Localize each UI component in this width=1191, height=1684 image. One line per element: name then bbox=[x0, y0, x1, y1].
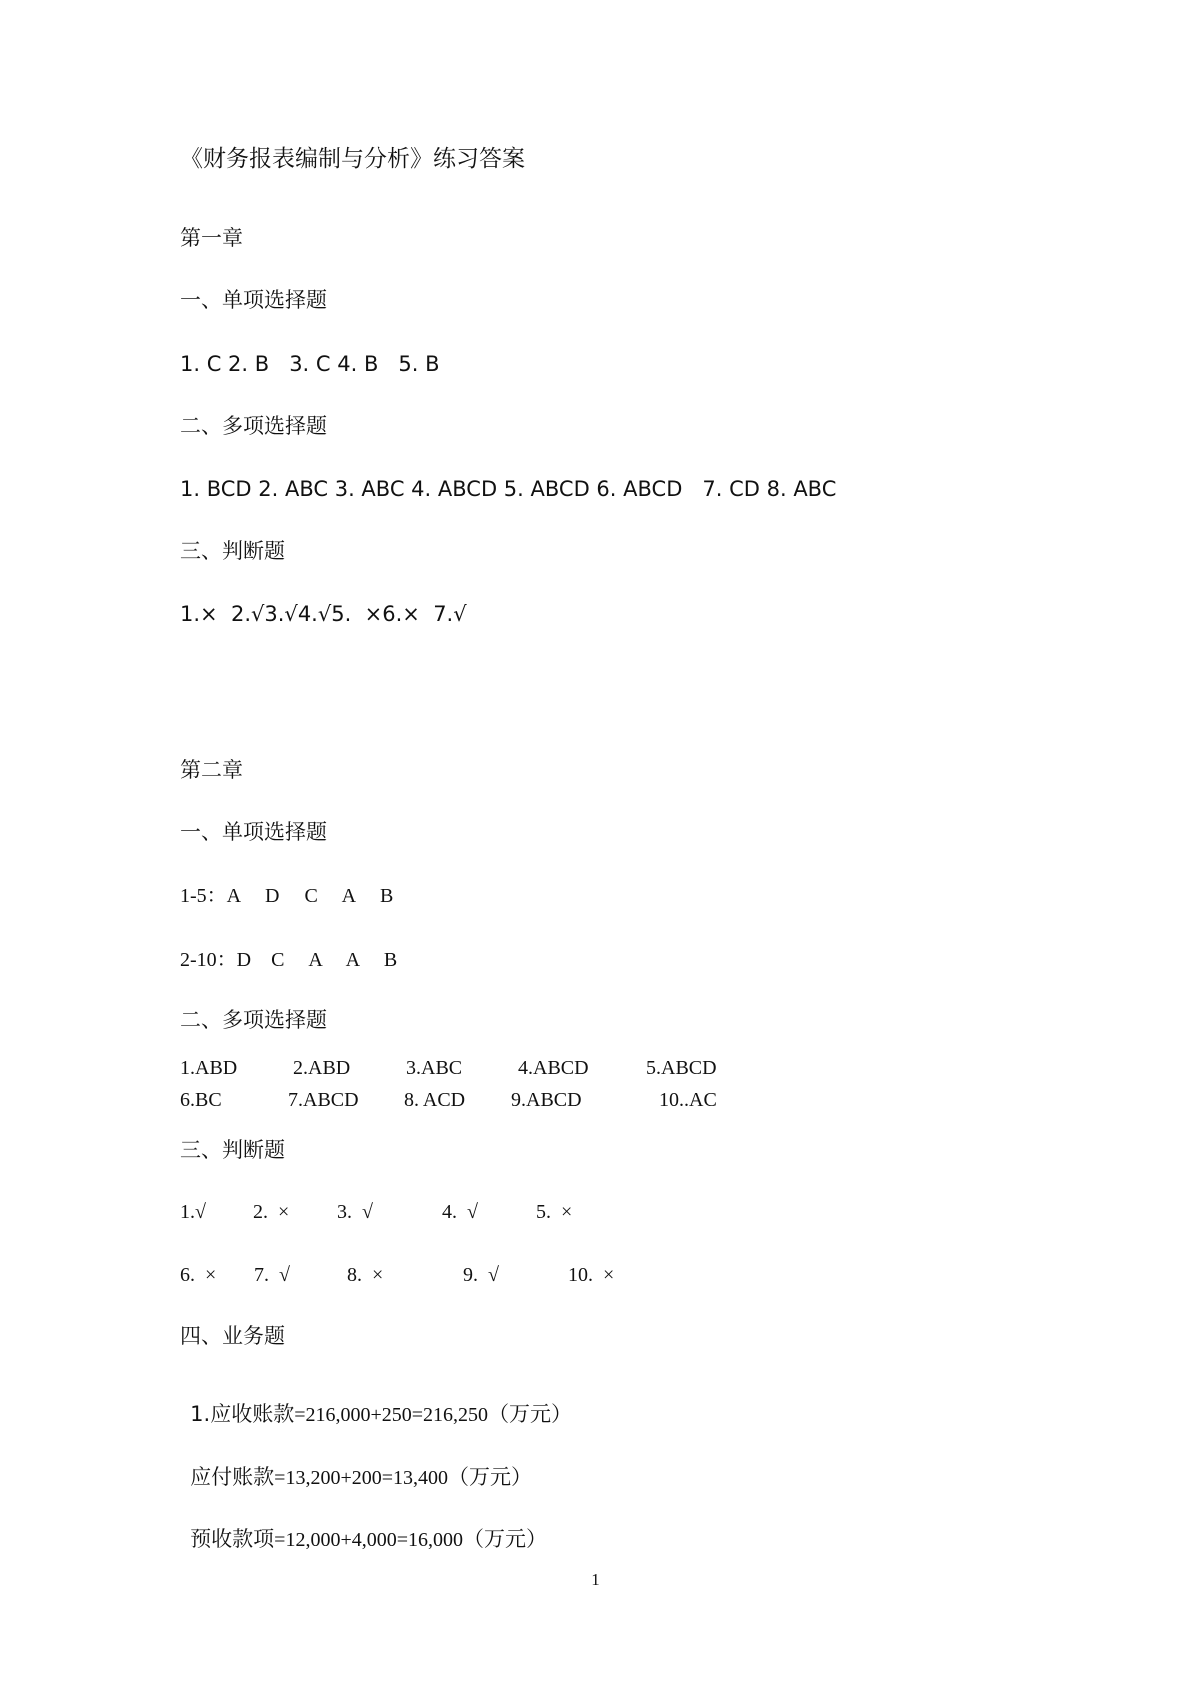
business-line-unit: （万元） bbox=[463, 1527, 548, 1551]
ch2-mc-answer: 10..AC bbox=[659, 1089, 717, 1111]
page-number: 1 bbox=[591, 1570, 600, 1589]
chapter-2-heading: 第二章 bbox=[180, 758, 243, 782]
ch2-mc-answer: 7.ABCD bbox=[288, 1089, 359, 1111]
ch2-tf-answer: 10. × bbox=[568, 1264, 615, 1286]
ch2-mc-answer: 8. ACD bbox=[404, 1089, 466, 1111]
ch2-single-choice-heading: 一、单项选择题 bbox=[180, 820, 327, 844]
ch1-multiple-choice-heading: 二、多项选择题 bbox=[180, 414, 327, 438]
ch2-mc-answer: 3.ABC bbox=[406, 1057, 463, 1079]
document-title: 《财务报表编制与分析》练习答案 bbox=[180, 146, 525, 172]
ch1-single-choice-heading: 一、单项选择题 bbox=[180, 288, 327, 312]
ch2-mc-answer: 5.ABCD bbox=[646, 1057, 717, 1079]
chapter-1-heading: 第一章 bbox=[180, 226, 243, 250]
ch2-tf-answer: 4. √ bbox=[442, 1201, 478, 1223]
ch2-single-choice-row-2: 2-10：D C A A B bbox=[180, 949, 398, 971]
business-line-advance-receipts bbox=[180, 1513, 547, 1550]
ch2-multiple-choice-heading: 二、多项选择题 bbox=[180, 1008, 327, 1032]
ch1-true-false-answers: 1.× 2.√3.√4.√5. ×6.× 7.√ bbox=[180, 602, 467, 626]
business-line-formula: =12,000+4,000=16,000 bbox=[274, 1529, 464, 1551]
business-line-label: 应付账款 bbox=[190, 1465, 275, 1489]
ch2-tf-answer: 3. √ bbox=[337, 1201, 373, 1223]
ch2-tf-answer: 9. √ bbox=[463, 1264, 499, 1286]
ch2-tf-answer: 6. × bbox=[180, 1264, 217, 1286]
business-line-receivables bbox=[180, 1388, 572, 1425]
ch1-single-choice-answers: 1. C 2. B 3. C 4. B 5. B bbox=[180, 352, 440, 376]
business-line-unit: （万元） bbox=[448, 1465, 533, 1489]
ch2-tf-answer: 1.√ bbox=[180, 1201, 206, 1223]
ch2-tf-answer: 8. × bbox=[347, 1264, 384, 1286]
business-line-unit: （万元） bbox=[488, 1402, 573, 1426]
ch2-mc-answer: 1.ABD bbox=[180, 1057, 238, 1079]
business-line-label: 1.应收账款 bbox=[190, 1402, 295, 1426]
ch2-mc-answer: 4.ABCD bbox=[518, 1057, 589, 1079]
ch2-mc-answer: 9.ABCD bbox=[511, 1089, 582, 1111]
ch2-tf-answer: 2. × bbox=[253, 1201, 290, 1223]
ch1-multiple-choice-answers: 1. BCD 2. ABC 3. ABC 4. ABCD 5. ABCD 6. ABCD 7. CD 8. ABC bbox=[180, 477, 837, 501]
business-line-payables bbox=[180, 1451, 532, 1488]
business-line-formula: =13,200+200=13,400 bbox=[274, 1467, 449, 1489]
ch2-tf-answer: 5. × bbox=[536, 1201, 573, 1223]
ch2-business-heading: 四、业务题 bbox=[180, 1324, 285, 1348]
ch2-single-choice-row-1: 1-5：A D C A B bbox=[180, 885, 394, 907]
ch2-true-false-heading: 三、判断题 bbox=[180, 1138, 285, 1162]
business-line-label: 预收款项 bbox=[190, 1527, 275, 1551]
ch2-mc-answer: 2.ABD bbox=[293, 1057, 351, 1079]
business-line-formula: =216,000+250=216,250 bbox=[294, 1404, 489, 1426]
ch1-true-false-heading: 三、判断题 bbox=[180, 539, 285, 563]
ch2-tf-answer: 7. √ bbox=[254, 1264, 290, 1286]
ch2-mc-answer: 6.BC bbox=[180, 1089, 222, 1111]
